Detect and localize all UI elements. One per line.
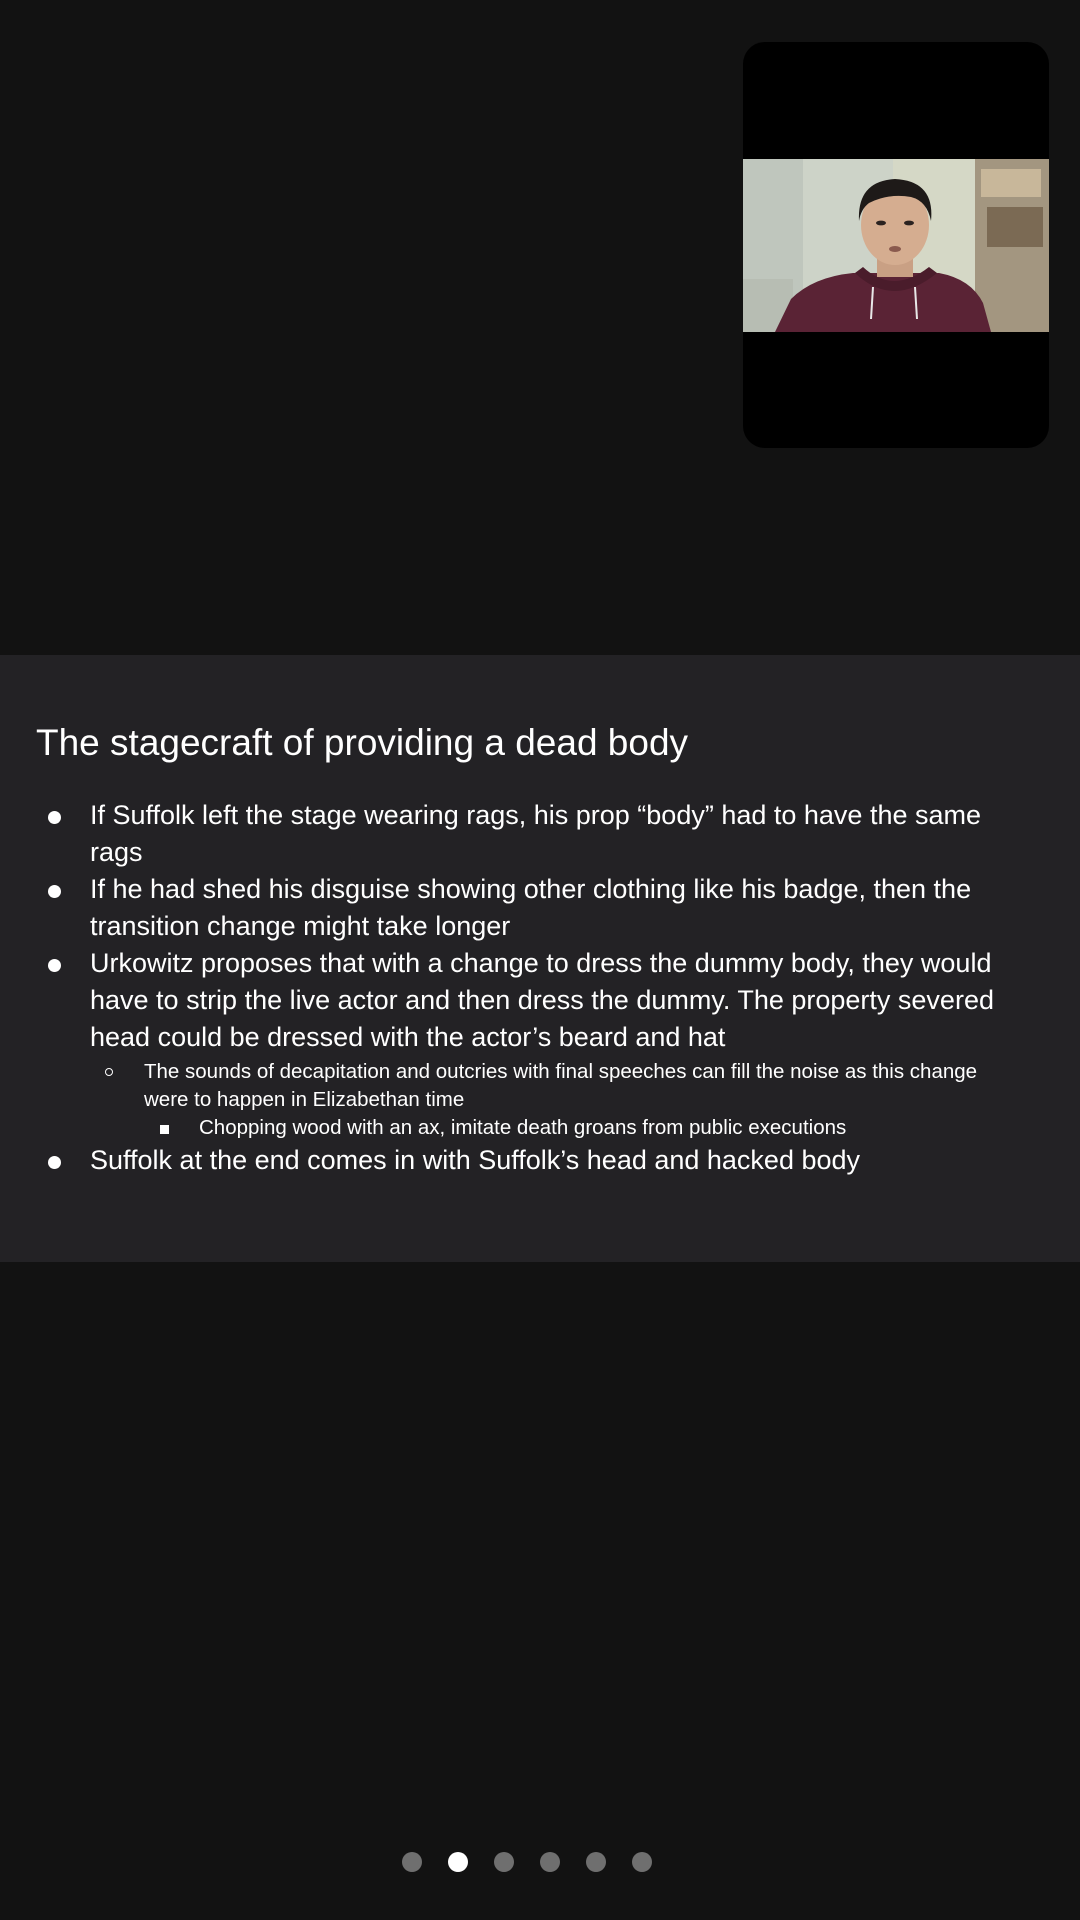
bullet-item bbox=[0, 797, 1020, 871]
bullet-item bbox=[0, 945, 1020, 1056]
bullet-text: Urkowitz proposes that with a change to dress the dummy body, they would have to strip the live actor and then dress the dummy. The property severed head could be dressed with the actor’s beard and hat bbox=[90, 948, 994, 1052]
slide-title: The stagecraft of providing a dead body bbox=[36, 722, 689, 763]
sub-bullet-item bbox=[0, 1058, 1020, 1114]
bullet-text: If he had shed his disguise showing other clothing like his badge, then the transition change might take longer bbox=[90, 874, 972, 941]
bullet-square-icon bbox=[160, 1125, 169, 1134]
bullet-circle-icon bbox=[105, 1068, 113, 1076]
page-dot-6[interactable] bbox=[632, 1852, 652, 1872]
page-dot-1[interactable] bbox=[402, 1852, 422, 1872]
sub-sub-bullet-item bbox=[0, 1114, 1019, 1142]
bullet-text: Chopping wood with an ax, imitate death groans from public executions bbox=[199, 1116, 847, 1139]
slide-panel bbox=[0, 655, 1080, 1262]
bullet-item bbox=[0, 1142, 1020, 1179]
bullet-text: Suffolk at the end comes in with Suffolk’s head and hacked body bbox=[90, 1145, 861, 1175]
page-dot-5[interactable] bbox=[586, 1852, 606, 1872]
bullet-list bbox=[0, 797, 1080, 1179]
participant-video-tile[interactable] bbox=[743, 42, 1049, 448]
bullet-text: If Suffolk left the stage wearing rags, his prop “body” had to have the same rags bbox=[90, 800, 982, 867]
bullet-dot-icon bbox=[48, 1156, 61, 1169]
bullet-item bbox=[0, 871, 1020, 945]
bullet-dot-icon bbox=[48, 959, 61, 972]
page-dot-3[interactable] bbox=[494, 1852, 514, 1872]
page-dot-2[interactable] bbox=[448, 1852, 468, 1872]
participant-video-feed bbox=[743, 159, 1049, 332]
bullet-text: The sounds of decapitation and outcries with final speeches can fill the noise as this change were to happen in Elizabethan time bbox=[144, 1060, 978, 1111]
page-dot-4[interactable] bbox=[540, 1852, 560, 1872]
participant-video-image bbox=[743, 159, 1049, 332]
bullet-dot-icon bbox=[48, 811, 61, 824]
bullet-dot-icon bbox=[48, 885, 61, 898]
page-indicator bbox=[0, 1852, 1080, 1872]
